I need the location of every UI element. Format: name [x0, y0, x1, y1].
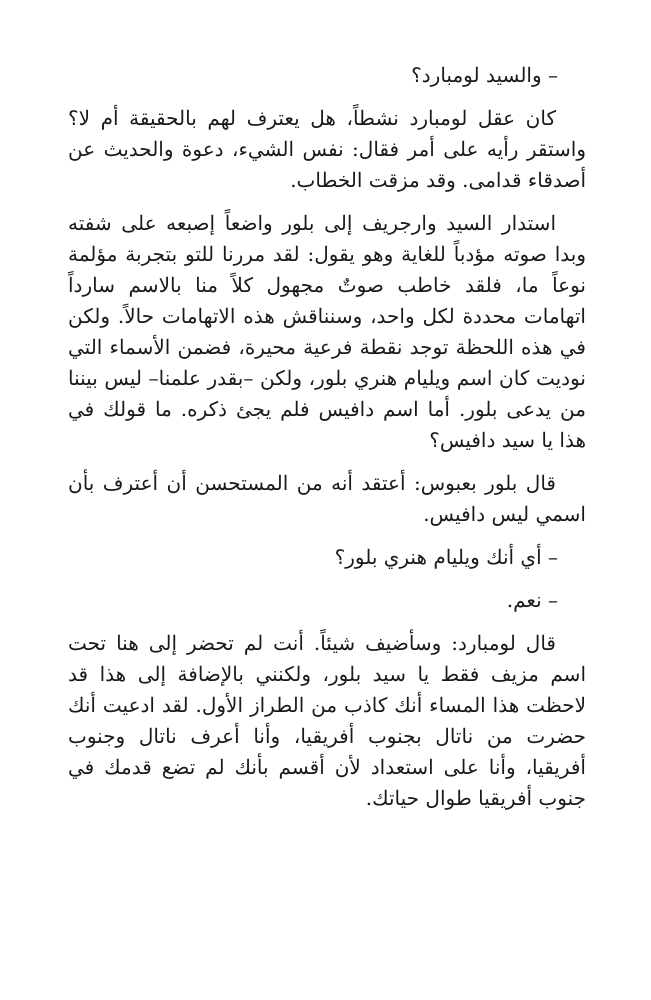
- paragraph: قال بلور بعبوس: أعتقد أنه من المستحسن أن أعترف بأن اسمي ليس دافيس.: [68, 471, 586, 526]
- paragraph: قال لومبارد: وسأضيف شيئاً. أنت لم تحضر إلى هنا تحت اسم مزيف فقط يا سيد بلور، ولكنني بالإضافة إلى هذا قد لاحظت هذا المساء أنك كاذب من الطراز الأول. لقد ادعيت أنك حضرت من ناتال بجنوب أفريقيا، وأنا أعرف ناتال وجنوب أفريقيا، وأنا على استعداد لأن أقسم بأنك لم تضع قدمك في جنوب أفريقيا طوال حياتك.: [68, 631, 586, 810]
- dialogue-line: – أي أنك ويليام هنري بلور؟: [334, 545, 558, 569]
- paragraph: استدار السيد وارجريف إلى بلور واضعاً إصبعه على شفته وبدا صوته مؤدباً للغاية وهو يقول: لقد مررنا للتو بتجربة مؤلمة نوعاً ما، فلقد خاطب صوتٌ مجهول كلاً منا بالاسم سارداً اتهامات محددة لكل واحد، وسنناقش هذه الاتهامات حالاً. ولكن في هذه اللحظة توجد نقطة فرعية محيرة، فضمن الأسماء التي نوديت كان اسم ويليام هنري بلور، ولكن –بقدر علمنا– ليس بيننا من يدعى بلور. أما اسم دافيس فلم يجئ ذكره. ما قولك في هذا يا سيد دافيس؟: [68, 211, 586, 452]
- dialogue-line: – والسيد لومبارد؟: [411, 63, 558, 87]
- dialogue-line: – نعم.: [506, 588, 558, 612]
- book-page: [68, 60, 586, 826]
- paragraph: كان عقل لومبارد نشطاً، هل يعترف لهم بالحقيقة أم لا؟ واستقر رأيه على أمر فقال: نفس الشيء، دعوة والحديث عن أصدقاء قدامى. وقد مزقت الخطاب.: [68, 106, 586, 192]
